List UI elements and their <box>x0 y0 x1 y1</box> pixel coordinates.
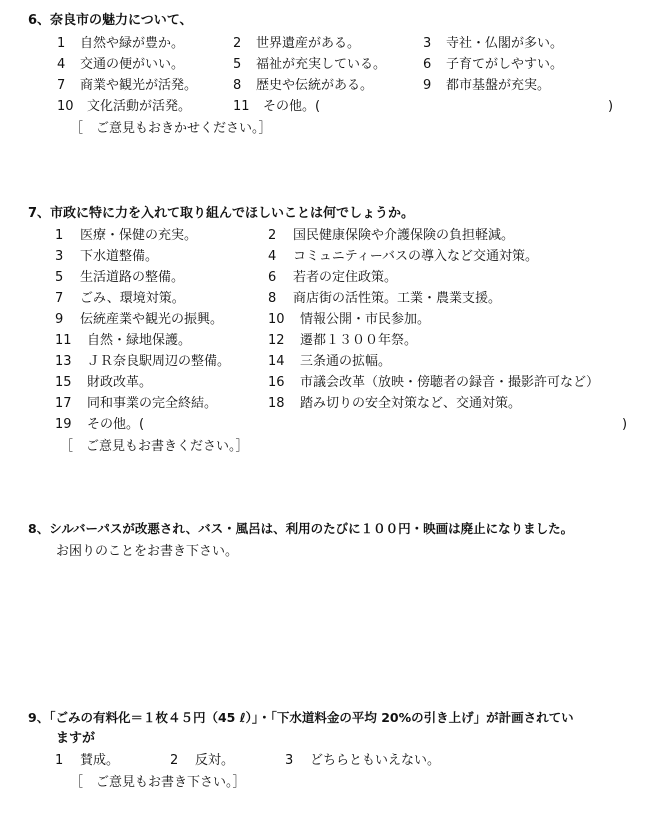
q6-option-num: 6 <box>423 57 432 72</box>
q6-option-text: 子育てがしやすい。 <box>446 57 564 72</box>
q7-option-text: 財政改革。 <box>87 375 153 390</box>
q7-option-text: 同和事業の完全終結。 <box>87 396 218 411</box>
q6-other-close-paren: ) <box>608 99 614 114</box>
q7-option-num: 6 <box>268 270 277 285</box>
q9-opinion-prompt: ［ ご意見もお書き下さい。］ <box>70 775 246 790</box>
q7-option-num: 11 <box>55 333 72 348</box>
q7-option-text: 踏み切りの安全対策など、交通対策。 <box>300 396 522 411</box>
q7-option-num: 5 <box>55 270 64 285</box>
q9-heading-line1: 9、「ごみの有料化＝１枚４５円（45 ℓ）」・「下水道料金の平均 20%の引き上げ」が計画されてい <box>28 710 574 725</box>
q9-option-text: どちらともいえない。 <box>310 753 441 768</box>
q9-option-text: 反対。 <box>195 753 235 768</box>
q6-option-num: 5 <box>233 57 242 72</box>
q7-heading: 7、市政に特に力を入れて取り組んでほしいことは何でしょうか。 <box>28 206 415 221</box>
q7-option-num: 19 <box>55 417 72 432</box>
q7-option-num: 3 <box>55 249 64 264</box>
q6-option-text: 自然や緑が豊か。 <box>80 36 185 51</box>
q7-option-num: 4 <box>268 249 277 264</box>
q7-option-num: 15 <box>55 375 72 390</box>
q7-other-close-paren: ) <box>622 417 628 432</box>
q6-option-num: 10 <box>57 99 74 114</box>
q7-option-text: 若者の定住政策。 <box>293 270 398 285</box>
q9-heading-line2: ますが <box>56 731 96 746</box>
q9-option-num: 3 <box>285 753 294 768</box>
q9-option-text: 賛成。 <box>80 753 120 768</box>
q6-option-text: 寺社・仏閣が多い。 <box>446 36 564 51</box>
q7-option-text: 伝統産業や観光の振興。 <box>80 312 224 327</box>
q6-option-num: 9 <box>423 78 432 93</box>
q7-option-text: その他。( <box>87 417 145 432</box>
q6-option-text: 文化活動が活発。 <box>87 99 192 114</box>
q7-option-num: 7 <box>55 291 64 306</box>
q7-option-text: コミュニティーバスの導入など交通対策。 <box>293 249 539 264</box>
q7-option-text: ごみ、環境対策。 <box>80 291 185 306</box>
q8-heading: 8、シルバーパスが改悪され、バス・風呂は、利用のたびに１００円・映画は廃止になりました。 <box>28 521 574 536</box>
q6-option-num: 8 <box>233 78 242 93</box>
q6-option-text: 交通の便がいい。 <box>80 57 185 72</box>
q7-opinion-prompt: ［ ご意見もお書きください。］ <box>60 439 249 454</box>
q7-option-num: 10 <box>268 312 285 327</box>
q6-heading: 6、奈良市の魅力について、 <box>28 13 193 28</box>
q6-option-text: 世界遺産がある。 <box>256 36 361 51</box>
q7-option-num: 1 <box>55 228 64 243</box>
q7-option-num: 13 <box>55 354 72 369</box>
q6-option-text: 歴史や伝統がある。 <box>256 78 374 93</box>
q7-option-text: 自然・緑地保護。 <box>87 333 192 348</box>
q6-option-num: 2 <box>233 36 242 51</box>
q7-option-text: 遷都１３００年祭。 <box>300 333 418 348</box>
q7-option-num: 18 <box>268 396 285 411</box>
q7-option-num: 2 <box>268 228 277 243</box>
q6-opinion-prompt: ［ ご意見もおきかせください。］ <box>70 121 272 136</box>
q6-option-text: 福祉が充実している。 <box>256 57 387 72</box>
q7-option-text: 生活道路の整備。 <box>80 270 185 285</box>
q6-option-num: 7 <box>57 78 66 93</box>
q6-option-num: 1 <box>57 36 66 51</box>
q7-option-text: 下水道整備。 <box>80 249 159 264</box>
q7-option-num: 8 <box>268 291 277 306</box>
q6-option-text: その他。( <box>263 99 321 114</box>
q7-option-num: 17 <box>55 396 72 411</box>
q7-option-text: 市議会改革（放映・傍聴者の録音・撮影許可など） <box>300 375 600 390</box>
q6-option-num: 3 <box>423 36 432 51</box>
q7-option-text: 商店街の活性策。工業・農業支援。 <box>293 291 502 306</box>
q7-option-num: 16 <box>268 375 285 390</box>
q8-subtext: お困りのことをお書き下さい。 <box>56 544 239 559</box>
q9-option-num: 2 <box>170 753 179 768</box>
q6-option-text: 都市基盤が充実。 <box>446 78 551 93</box>
q6-option-num: 4 <box>57 57 66 72</box>
q7-option-num: 12 <box>268 333 285 348</box>
q7-option-text: 医療・保健の充実。 <box>80 228 198 243</box>
q7-option-text: ＪＲ奈良駅周辺の整備。 <box>87 354 231 369</box>
q9-option-num: 1 <box>55 753 64 768</box>
q6-option-text: 商業や観光が活発。 <box>80 78 198 93</box>
q7-option-text: 国民健康保険や介護保険の負担軽減。 <box>293 228 515 243</box>
q7-option-num: 14 <box>268 354 285 369</box>
q7-option-text: 情報公開・市民参加。 <box>300 312 431 327</box>
q7-option-num: 9 <box>55 312 64 327</box>
q7-option-text: 三条通の拡幅。 <box>300 354 392 369</box>
q6-option-num: 11 <box>233 99 250 114</box>
